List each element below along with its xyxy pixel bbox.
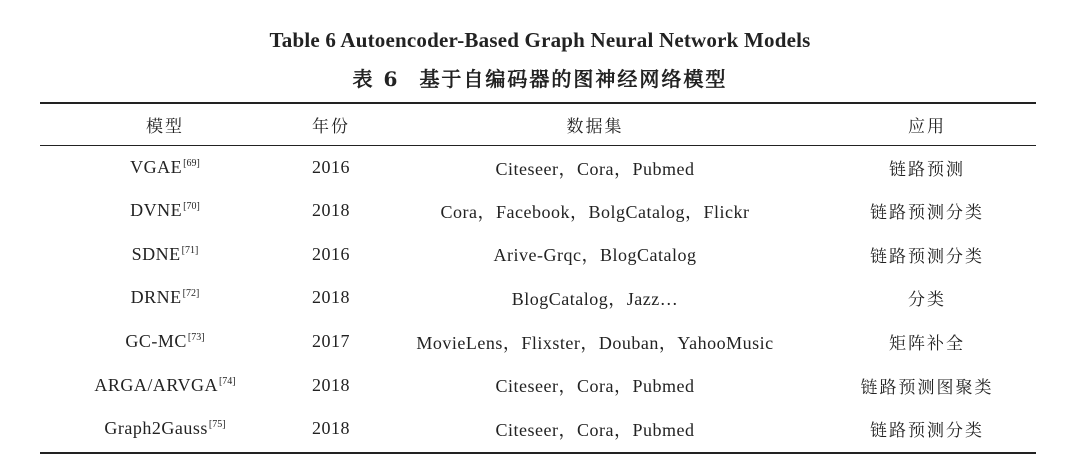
table-row: [40, 189, 1036, 233]
cell-year: 2018: [312, 200, 350, 221]
model-name: DRNE: [130, 287, 182, 308]
cell-dataset: MovieLens，Flixster，Douban，YahooMusic: [416, 332, 774, 353]
table-bottom-rule: [40, 452, 1036, 454]
cell-year: 2018: [312, 287, 350, 308]
model-name: VGAE: [130, 157, 183, 178]
reference-number: [72]: [182, 288, 200, 300]
cell-dataset: Arive-Grqc，BlogCatalog: [493, 245, 697, 266]
cell-year: 2018: [312, 374, 350, 395]
model-name: GC-MC: [125, 331, 187, 352]
reference-number: [75]: [208, 419, 226, 431]
reference-number: [74]: [218, 375, 236, 387]
reference-number: [71]: [181, 244, 199, 256]
table-row: [40, 363, 1036, 407]
cell-dataset: Citeseer，Cora，Pubmed: [495, 376, 695, 397]
reference-number: [73]: [187, 332, 205, 344]
table-header-row: [40, 104, 1036, 145]
reference-number: [69]: [183, 158, 200, 170]
header-dataset: 数据集: [566, 117, 624, 137]
table-row: [40, 407, 1036, 451]
cell-dataset: Citeseer，Cora，Pubmed: [495, 419, 695, 440]
model-name: Graph2Gauss: [104, 418, 208, 439]
cell-application: 链路预测: [889, 160, 965, 181]
cell-dataset: Cora，Facebook，BolgCatalog，Flickr: [440, 201, 750, 222]
cell-dataset: BlogCatalog，Jazz…: [511, 288, 679, 309]
cell-model: [40, 232, 290, 276]
cell-model: [40, 407, 290, 451]
table-row: [40, 232, 1036, 276]
model-name: DVNE: [130, 200, 183, 221]
table-row: [40, 276, 1036, 320]
table-row: [40, 320, 1036, 364]
cell-year: 2016: [312, 157, 350, 178]
table-caption-chinese: 基于自编码器的图神经网络模型: [419, 67, 728, 91]
cell-year: 2017: [312, 331, 350, 352]
cell-application: 链路预测分类: [870, 421, 984, 442]
table-row: [40, 145, 1036, 189]
cell-model: [40, 276, 290, 320]
cell-application: 链路预测图聚类: [860, 377, 994, 398]
model-name: ARGA/ARVGA: [94, 374, 218, 395]
table-title-english: Table 6 Autoencoder-Based Graph Neural Network Models: [269, 28, 811, 52]
cell-application: 矩阵补全: [889, 334, 965, 355]
cell-year: 2018: [312, 418, 350, 439]
cell-model: [40, 189, 290, 233]
cell-application: 链路预测分类: [870, 246, 984, 267]
cell-model: [40, 145, 290, 189]
cell-year: 2016: [312, 243, 350, 264]
table-number-chinese: 表 6: [352, 67, 400, 91]
header-model: 模型: [146, 117, 184, 137]
cell-dataset: Citeseer，Cora，Pubmed: [495, 158, 695, 179]
cell-application: 分类: [908, 290, 946, 311]
table-title-chinese: [0, 63, 1080, 92]
model-name: SDNE: [131, 243, 181, 264]
cell-application: 链路预测分类: [870, 203, 984, 224]
cell-model: [40, 363, 290, 407]
models-table: [40, 104, 1036, 451]
header-year: 年份: [312, 117, 350, 137]
header-application: 应用: [908, 117, 946, 137]
cell-model: [40, 320, 290, 364]
reference-number: [70]: [183, 201, 200, 213]
